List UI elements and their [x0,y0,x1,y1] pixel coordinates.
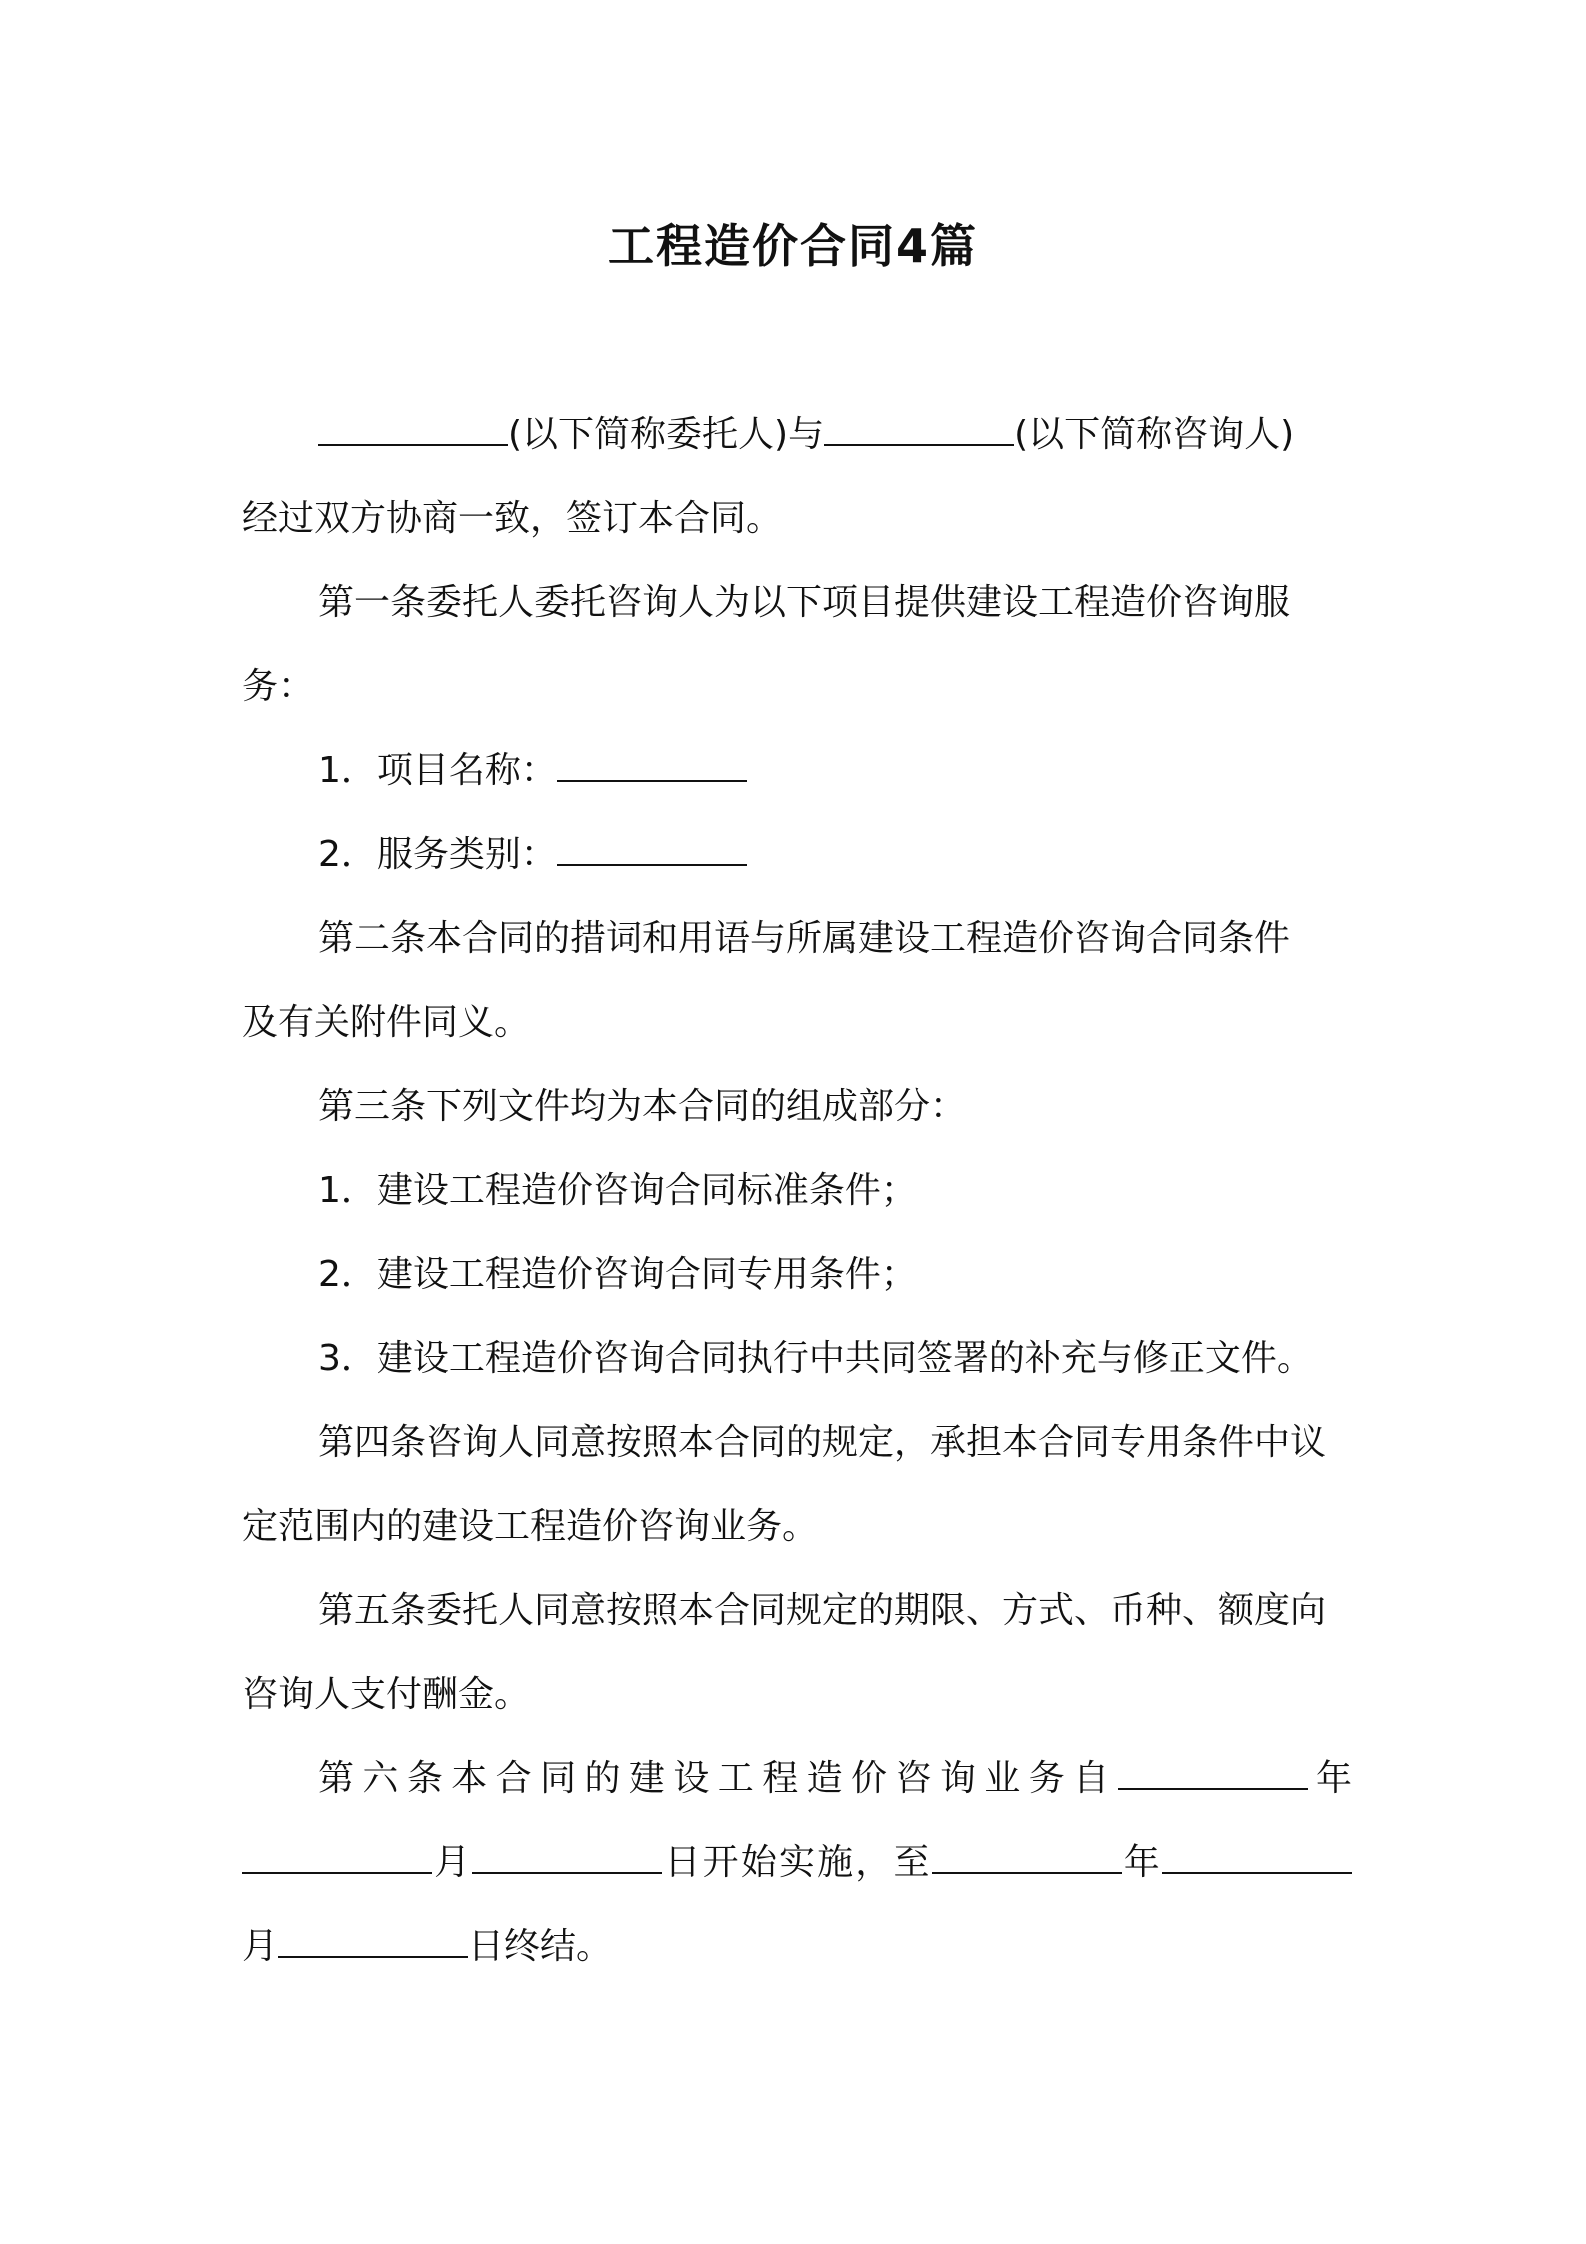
article-5-line-2: 咨询人支付酬金。 [242,1674,531,1715]
article-5-line-1: 第五条委托人同意按照本合同规定的期限、方式、币种、额度向 [318,1590,1327,1631]
article-3-item-1: 1．建设工程造价咨询合同标准条件； [318,1170,917,1211]
start-year-blank [1118,1754,1308,1790]
article-6-line-2 [242,1838,1352,1888]
intro-consultant-text: (以下简称咨询人) [1014,414,1295,455]
article-3-item-3: 3．建设工程造价咨询合同执行中共同签署的补充与修正文件。 [318,1338,1313,1379]
article-4-line-1: 第四条咨询人同意按照本合同的规定，承担本合同专用条件中议 [318,1422,1327,1463]
article-1-line-1: 第一条委托人委托咨询人为以下项目提供建设工程造价咨询服 [318,582,1291,623]
article-6-line-3 [242,1922,1352,1972]
intro-line-1 [318,410,1352,460]
article-1-item-1 [318,746,1352,796]
article-6-text-start: 第六条本合同的建设工程造价咨询业务自 [318,1758,1118,1799]
year-label-2: 年 [1121,1842,1162,1883]
service-type-label: 2．服务类别： [318,834,557,875]
document-title: 工程造价合同4篇 [607,219,978,273]
article-3-line-1: 第三条下列文件均为本合同的组成部分： [318,1086,967,1127]
article-2-line-1: 第二条本合同的措词和用语与所属建设工程造价咨询合同条件 [318,918,1291,959]
intro-line-2: 经过双方协商一致，签订本合同。 [242,498,783,539]
article-1-line-2: 务： [242,666,315,707]
start-month-blank [242,1838,432,1874]
intro-client-text: (以下简称委托人)与 [508,414,825,455]
article-3-item-2: 2．建设工程造价咨询合同专用条件； [318,1254,917,1295]
consultant-name-blank [824,410,1014,446]
end-year-blank [932,1838,1122,1874]
start-implementation-text: 日开始实施，至 [662,1842,932,1883]
service-type-blank [557,830,747,866]
article-2-line-2: 及有关附件同义。 [242,1002,531,1043]
end-text: 日终结。 [468,1926,613,1967]
end-day-blank [278,1922,468,1958]
month-label-1: 月 [432,1842,473,1883]
project-name-label: 1．项目名称： [318,750,557,791]
client-name-blank [318,410,508,446]
project-name-blank [557,746,747,782]
end-month-blank [1162,1838,1352,1874]
article-4-line-2: 定范围内的建设工程造价咨询业务。 [242,1506,819,1547]
month-label-2: 月 [242,1926,279,1967]
article-1-item-2 [318,830,1352,880]
year-label-1: 年 [1307,1758,1352,1799]
start-day-blank [472,1838,662,1874]
article-6-line-1 [318,1754,1352,1804]
